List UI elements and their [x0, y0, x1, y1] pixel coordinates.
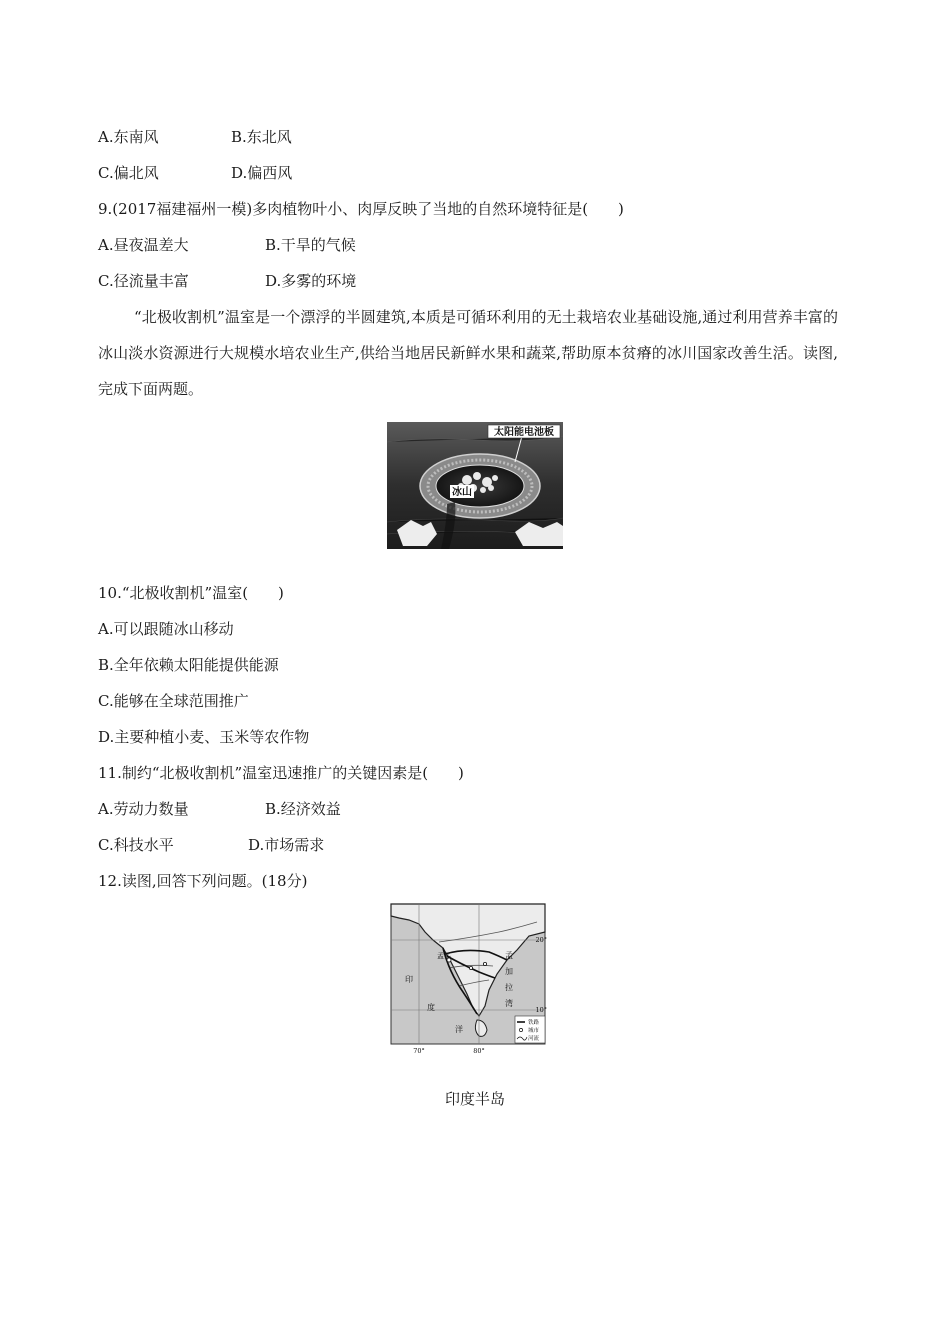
bay-label-char: 加: [505, 967, 513, 976]
q11-option-a: A.劳动力数量: [98, 800, 189, 818]
q8-option-d: D.偏西风: [231, 164, 293, 182]
iceberg-label: 冰山: [452, 487, 472, 498]
sea-label-char: 印: [405, 975, 413, 984]
india-map-figure: [389, 902, 547, 1056]
solar-panel-label: 太阳能电池板: [494, 427, 554, 438]
q8-option-row: [98, 127, 292, 147]
q9-option-row: [98, 235, 356, 255]
bay-label-char: 拉: [505, 983, 513, 992]
q11-option-row: [98, 799, 341, 819]
q12-stem: 12.读图,回答下列问题。(18分): [98, 872, 308, 890]
q9-option-a: A.昼夜温差大: [98, 236, 189, 254]
legend-river-label: 河流: [528, 1036, 540, 1042]
city-legend-icon: [519, 1028, 522, 1031]
q10-stem: 10.“北极收割机”温室( ): [98, 584, 284, 602]
q8-option-c: C.偏北风: [98, 164, 159, 182]
sea-label-char: 洋: [455, 1025, 463, 1034]
sea-label-char: 度: [427, 1003, 435, 1012]
legend-city-label: 城市: [528, 1028, 540, 1034]
q10-option-b: B.全年依赖太阳能提供能源: [98, 656, 279, 674]
figure-caption: 印度半岛: [444, 1090, 505, 1108]
bay-label-char: 孟: [505, 951, 513, 960]
q11-option-row: [98, 835, 325, 855]
q9-option-c: C.径流量丰富: [98, 272, 189, 290]
city-label-mumbai: 孟买: [437, 952, 451, 960]
greenhouse-figure: [387, 422, 563, 549]
longitude-label: 70°: [413, 1047, 425, 1055]
q10-option-a: A.可以跟随冰山移动: [98, 620, 234, 638]
q11-option-c: C.科技水平: [98, 836, 174, 854]
q9-option-d: D.多雾的环境: [265, 272, 357, 290]
latitude-label: 10°: [535, 1006, 547, 1014]
q8-option-row: [98, 163, 293, 183]
q8-option-a: A.东南风: [98, 128, 159, 146]
q11-stem: 11.制约“北极收割机”温室迅速推广的关键因素是( ): [98, 764, 464, 782]
q11-option-d: D.市场需求: [248, 836, 325, 854]
q9-option-b: B.干旱的气候: [265, 236, 356, 254]
q8-option-b: B.东北风: [231, 128, 292, 146]
latitude-label: 20°: [535, 936, 547, 944]
reading-passage: “北极收割机”温室是一个漂浮的半圆建筑,本质是可循环利用的无土栽培农业基础设施,通过利用营养丰富的冰山淡水资源进行大规模水培农业生产,供给当地居民新鲜水果和蔬菜,帮助原本贫瘠的冰川国家改善生活。读图,完成下面两题。: [98, 308, 838, 398]
q10-option-c: C.能够在全球范围推广: [98, 692, 249, 710]
q11-option-b: B.经济效益: [265, 800, 341, 818]
legend-railway-label: 铁路: [528, 1020, 540, 1026]
q9-stem: 9.(2017福建福州一模)多肉植物叶小、肉厚反映了当地的自然环境特征是( ): [98, 200, 624, 218]
q9-option-row: [98, 271, 357, 291]
longitude-label: 80°: [473, 1047, 485, 1055]
bay-label-char: 湾: [505, 999, 513, 1008]
q10-option-d: D.主要种植小麦、玉米等农作物: [98, 728, 310, 746]
